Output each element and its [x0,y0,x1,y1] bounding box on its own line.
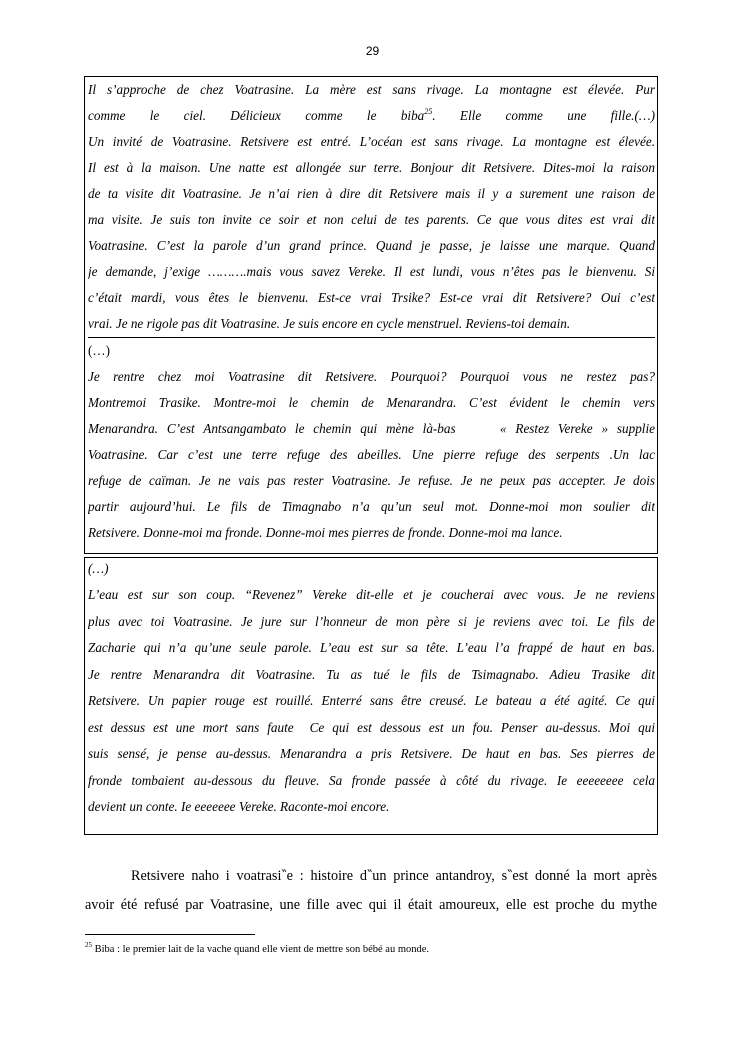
poem-line: est dessus est une mort sans faute Ce qui est dessous est un fou. Penser au-dessus. Moi qui [88,719,655,735]
poem-line: Retsivere. Un papier rouge est rouillé. Enterré sans être creusé. Le bateau a été agité. Ce qui [88,693,655,708]
footnote-reference[interactable]: 25 [424,107,433,116]
poem-line: refuge de caïman. Je ne vais pas rester Voatrasine. Je refuse. Je ne peux pas accepter. Je dois [88,473,655,488]
poem-line: je demande, j’exige ……….mais vous savez Vereke. Il est lundi, vous n’êtes pas le bienvenu. Si [88,264,655,279]
poem-line-text: comme le ciel. Délicieux comme le biba [88,108,425,123]
footnote-text: Biba : le premier lait de la vache quand elle vient de mettre son bébé au monde. [92,944,430,955]
page-number: 29 [365,44,380,58]
poem-line: c’était mardi, vous êtes le bienvenu. Est-ce vrai Trsike? Est-ce vrai dit Retsivere? Oui c’est [88,290,655,305]
poem-line [88,103,655,129]
poem-line: partir aujourd’hui. Le fils de Timagnabo n’a qu’un seul mot. Donne-moi mon soulier dit [88,499,655,514]
poem-ellipsis: (…) [88,561,109,576]
poem-line: vrai. Je ne rigole pas dit Voatrasine. Je suis encore en cycle menstruel. Reviens-toi demain. [88,316,571,331]
poem-line: de ta visite dit Voatrasine. Je n’ai rien à dire dit Retsivere mais il y a surement une raison de [88,186,655,201]
poem-line: Il est à la maison. Une natte est allongée sur terre. Bonjour dit Retsivere. Dites-moi la raison [88,160,655,175]
poem-line: Un invité de Voatrasine. Retsivere est entré. L’océan est sans rivage. La montagne est élevée. [88,134,655,149]
poem-excerpt-box-1 [84,76,658,554]
footnote-number: 25 [85,941,92,949]
poem-line: Retsivere. Donne-moi ma fronde. Donne-moi mes pierres de fronde. Donne-moi ma lance. [88,525,563,540]
poem-line: Il s’approche de chez Voatrasine. La mère est sans rivage. La montagne est élevée. Pur [88,82,655,97]
footnote [85,941,430,955]
poem-line: devient un conte. Ie eeeeeee Vereke. Raconte-moi encore. [88,799,390,814]
poem-line: Zacharie qui n’a qu’une seule parole. L’eau est sur sa tête. L’eau l’a frappé de haut en bas. [88,640,655,655]
poem-line: plus avec toi Voatrasine. Je jure sur l’honneur de mon père si je reviens avec toi. Le fils de [88,613,655,629]
paragraph-line: avoir été refusé par Voatrasine, une fille avec qui il était amoureux, elle est proche du mythe [85,897,657,913]
footnote-separator [85,934,255,935]
poem-line: fronde tombaient au-dessous du fleuve. Sa fronde passée à côté du rivage. Ie eeeeeeee cela [88,772,655,788]
poem-line: Voatrasine. Car c’est une terre refuge des abeilles. Une pierre refuge des serpents .Un lac [88,447,655,462]
poem-excerpt-box-2 [84,557,658,835]
poem-line: Montremoi Trasike. Montre-moi le chemin de Menarandra. C’est évident le chemin vers [88,395,655,410]
poem-line: Je rentre chez moi Voatrasine dit Retsivere. Pourquoi? Pourquoi vous ne restez pas? [88,369,655,384]
poem-line-tail: . Elle comme une fille.(…) [432,108,655,123]
poem-line: Je rentre Menarandra dit Voatrasine. Tu as tué le fils de Tsimagnabo. Adieu Trasike dit [88,666,655,682]
poem-line: ma visite. Je suis ton invite ce soir et non celui de tes parents. Ce que vous dites est vrai dit [88,212,655,227]
poem-ellipsis: (…) [88,337,655,364]
poem-line: L’eau est sur son coup. “Revenez” Vereke dit-elle et je coucherai avec vous. Je ne reviens [88,587,655,602]
poem-line: Menarandra. C’est Antsangambato le chemin qui mène là-bas « Restez Vereke » supplie [88,421,655,436]
paragraph-line: Retsivere naho i voatrasi‶e : histoire d‶un prince antandroy, s‶est donné la mort après [131,868,657,884]
poem-line: suis sensé, je pense au-dessus. Menarandra a pris Retsivere. De haut en bas. Ses pierres de [88,746,655,761]
poem-line: Voatrasine. C’est la parole d’un grand prince. Quand je passe, je laisse une marque. Quand [88,238,655,253]
body-paragraph [85,862,657,920]
